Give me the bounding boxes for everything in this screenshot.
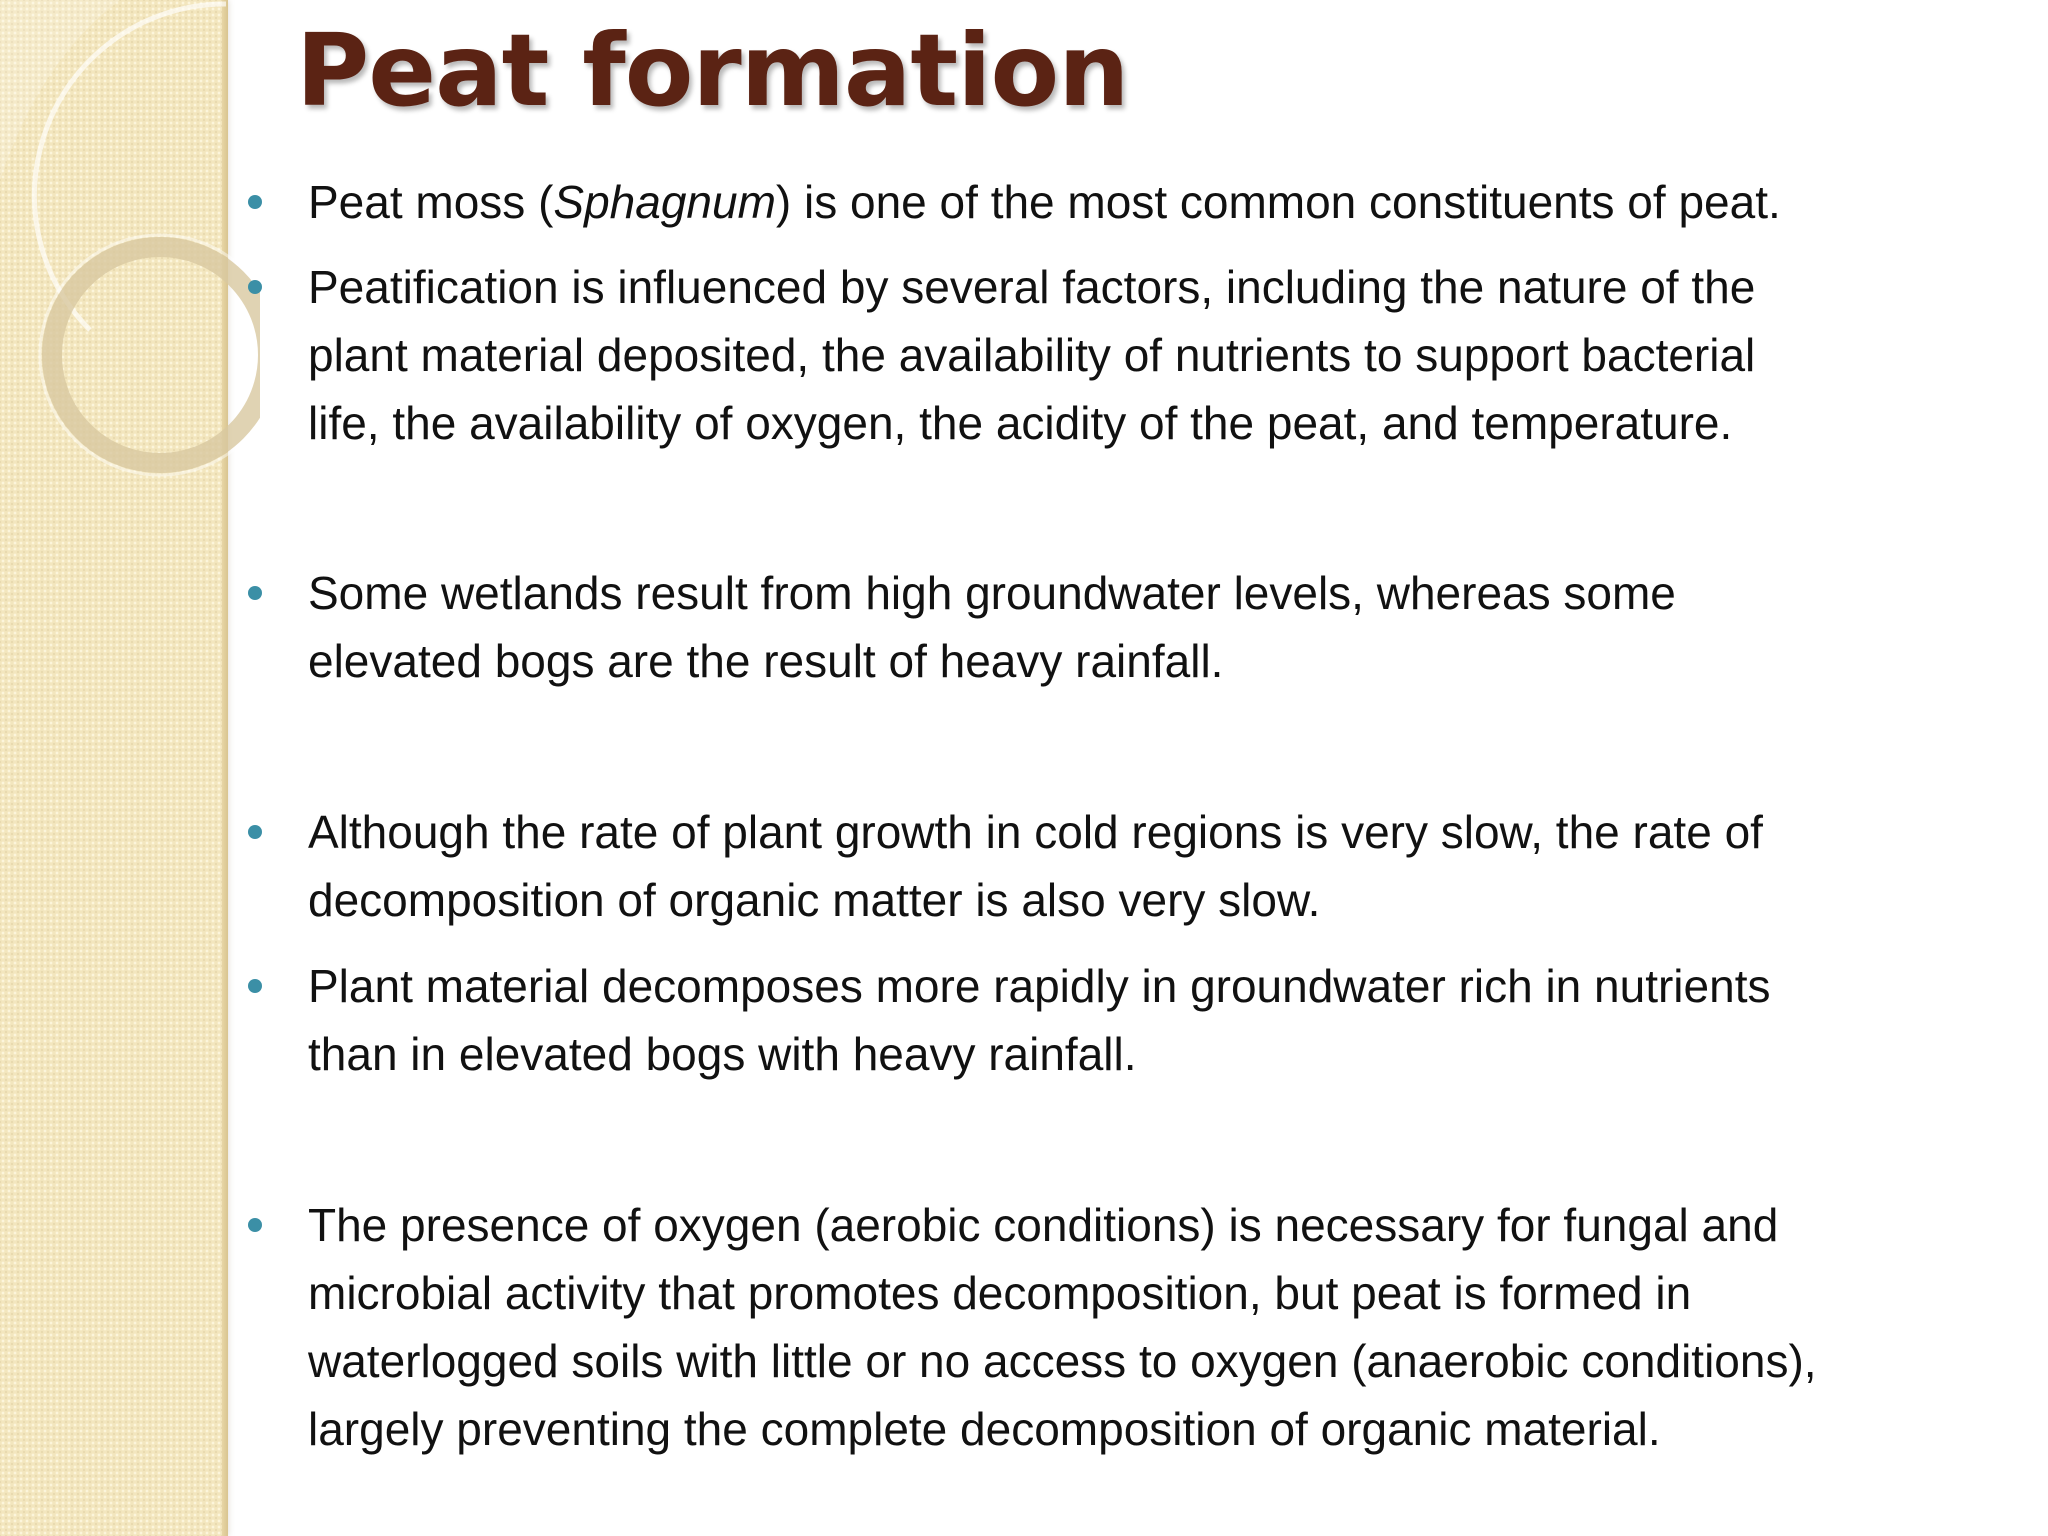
bullet-line: life, the availability of oxygen, the acidity of the peat, and temperature. [308, 397, 1733, 449]
bullet-line: than in elevated bogs with heavy rainfall. [308, 1028, 1137, 1080]
bullet-line: Some wetlands result from high groundwater levels, whereas some [308, 567, 1676, 619]
bullet-line [308, 168, 2038, 236]
bullet-line: The presence of oxygen (aerobic conditions) is necessary for fungal and [308, 1199, 1779, 1251]
bullet-line: Peatification is influenced by several factors, including the nature of the [308, 261, 1756, 313]
bullet-marker [248, 1218, 262, 1232]
bullet-marker [248, 825, 262, 839]
bullet-marker [248, 586, 262, 600]
bullet-line: decomposition of organic matter is also very slow. [308, 874, 1321, 926]
bullet-line: plant material deposited, the availability of nutrients to support bacterial [308, 329, 1756, 381]
bullet-text [308, 1191, 2038, 1463]
bullet-line: elevated bogs are the result of heavy rainfall. [308, 635, 1224, 687]
bullet-marker [248, 280, 262, 294]
bullet-text [308, 798, 2038, 934]
text-run: ) is one of the most common constituents of peat. [775, 176, 1781, 228]
bullet-line: Plant material decomposes more rapidly in groundwater rich in nutrients [308, 960, 1771, 1012]
bullet-marker [248, 979, 262, 993]
bullet-text [308, 559, 2038, 695]
bullet-marker [248, 195, 262, 209]
bullet-line: largely preventing the complete decomposition of organic material. [308, 1403, 1661, 1455]
slide-title: Peat formation [296, 12, 1129, 129]
bullet-line: Although the rate of plant growth in cold regions is very slow, the rate of [308, 806, 1763, 858]
bullet-text [308, 253, 2038, 457]
bullet-line: microbial activity that promotes decomposition, but peat is formed in [308, 1267, 1692, 1319]
corner-shade [0, 0, 120, 180]
ring-small [52, 247, 260, 463]
bullet-line: waterlogged soils with little or no access to oxygen (anaerobic conditions), [308, 1335, 1817, 1387]
bullet-text [308, 168, 2038, 236]
genus-name: Sphagnum [553, 176, 776, 228]
text-run: Peat moss ( [308, 176, 554, 228]
bullet-text [308, 952, 2038, 1088]
decorative-rings [0, 0, 260, 520]
